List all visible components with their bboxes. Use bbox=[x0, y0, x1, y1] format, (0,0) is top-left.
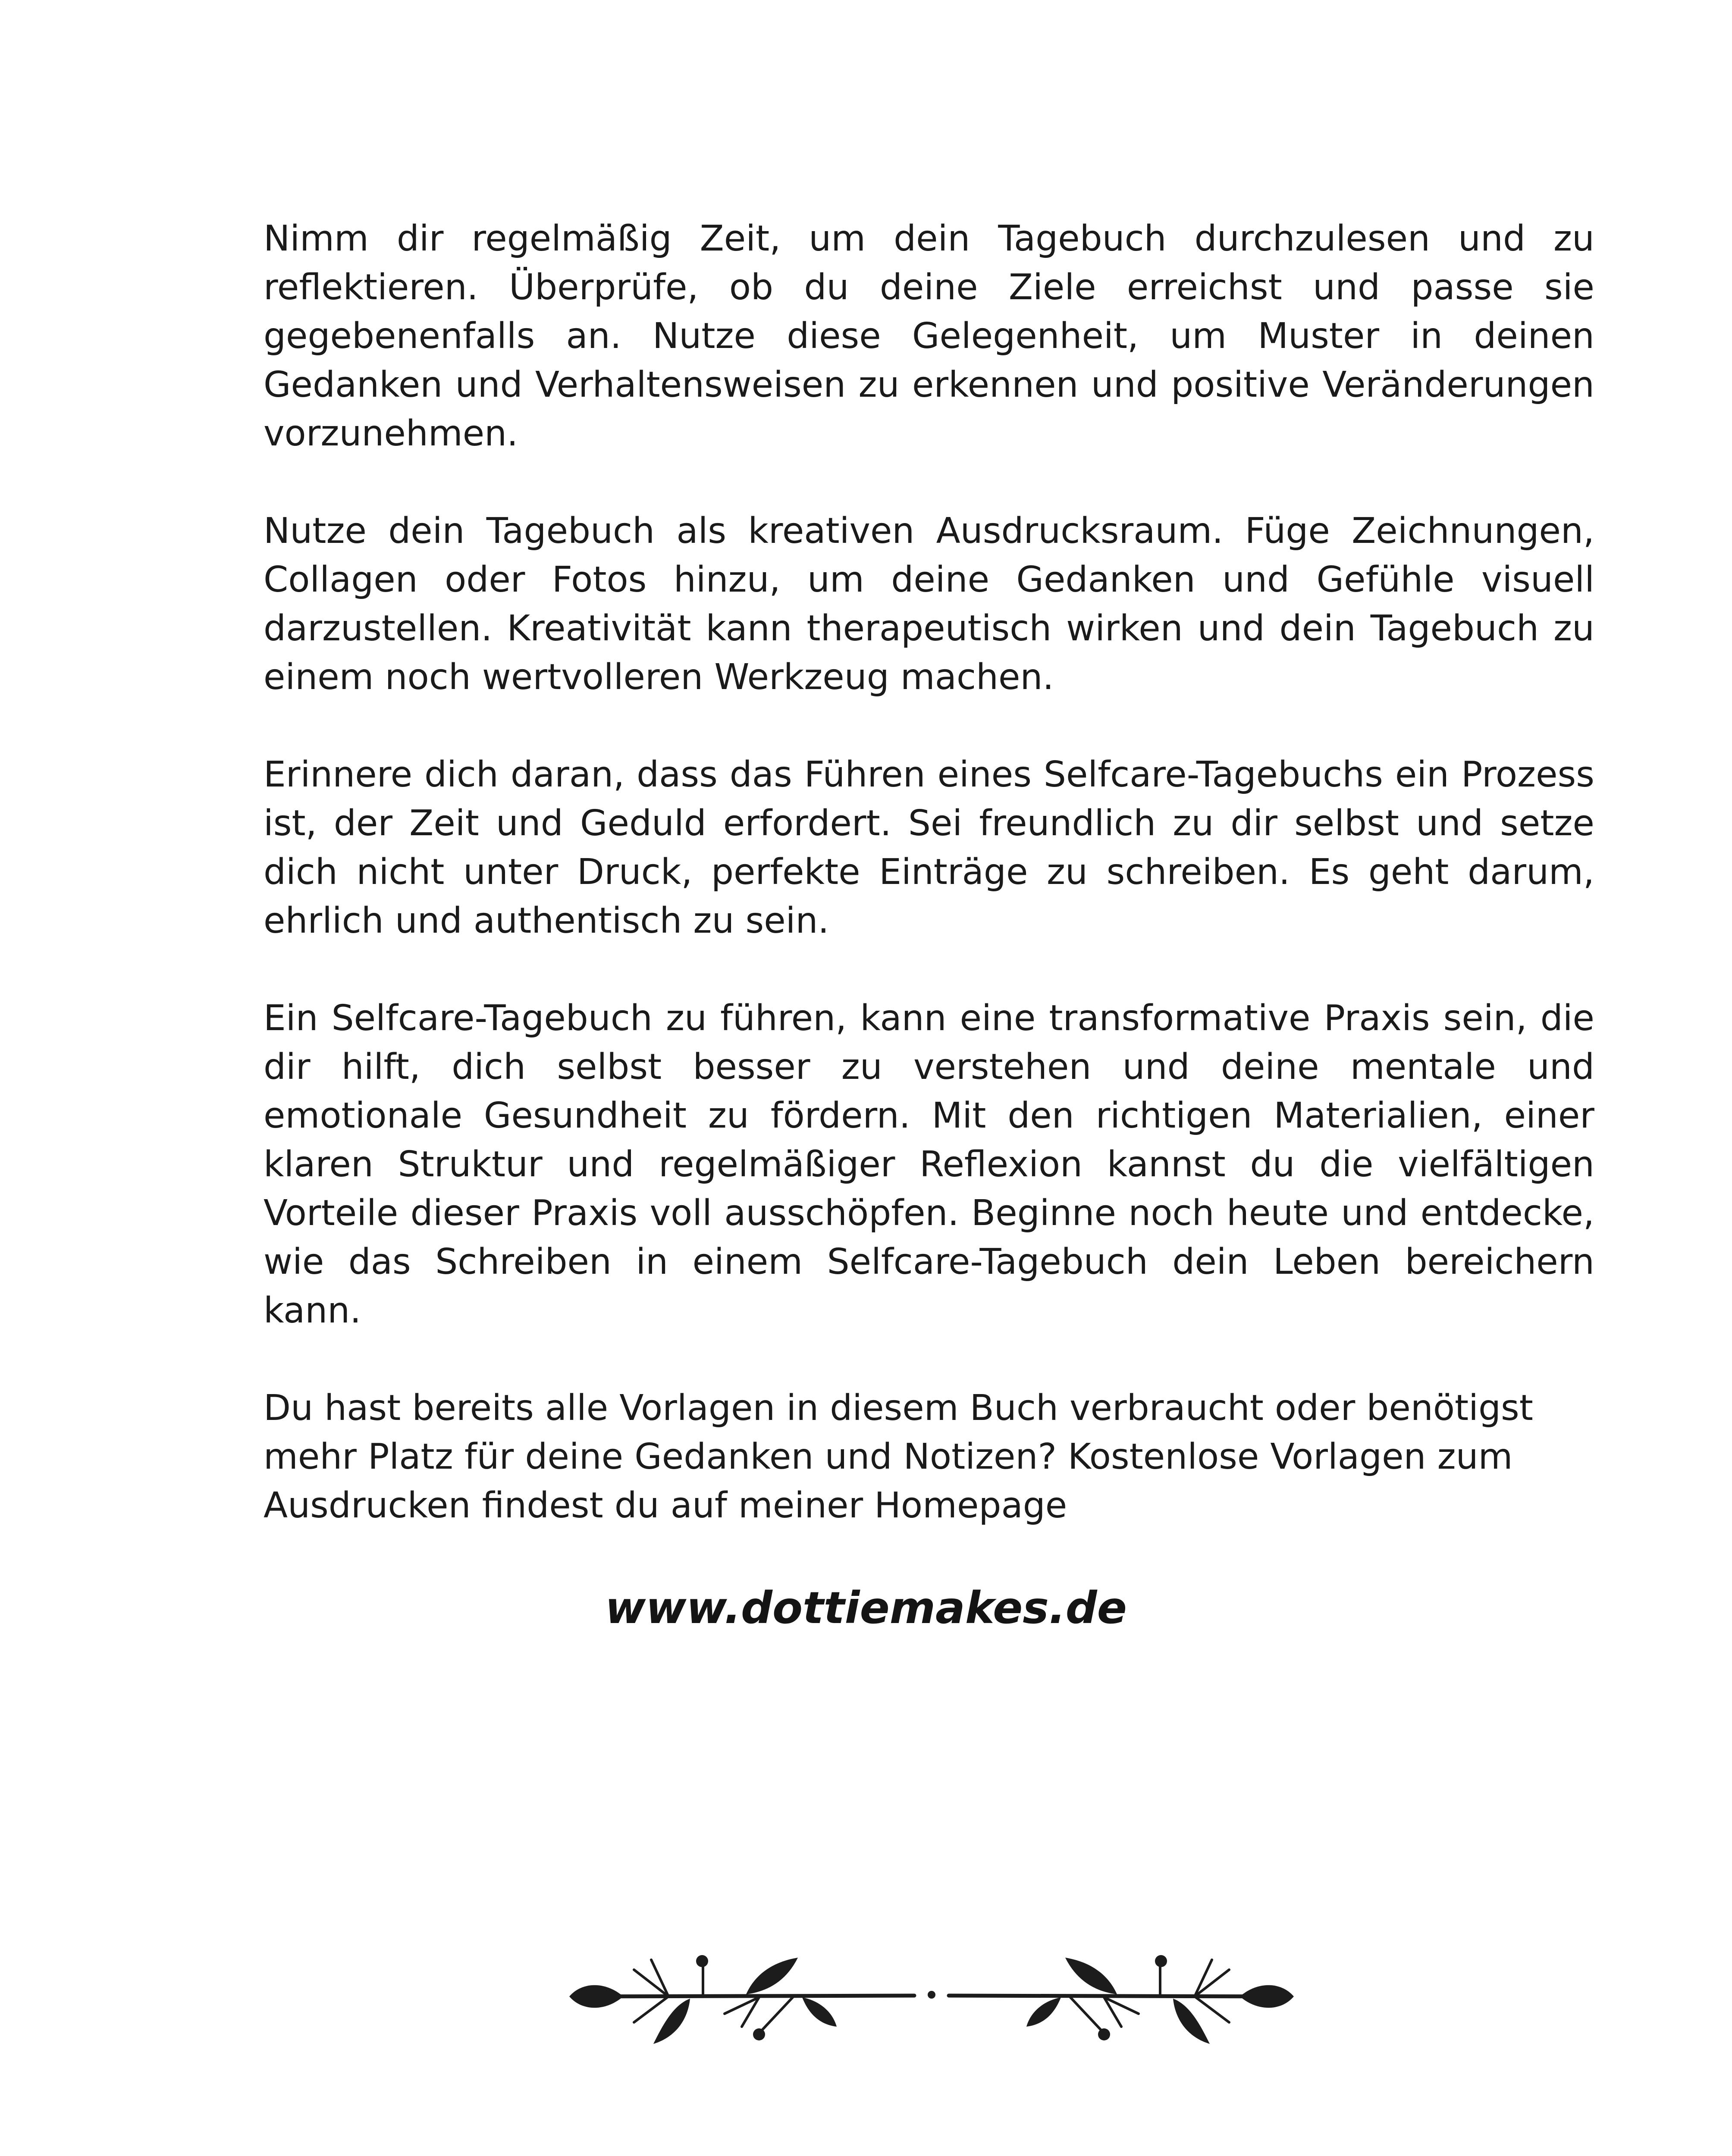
paragraph-patience: Erinnere dich daran, dass das Führen eines Selfcare-Tagebuchs ein Prozess ist, der Zeit und Geduld erfordert. Sei freundlich zu dir selbst und setze dich nicht unter Druck, perfekte Einträge zu schreiben. Es geht darum, ehrlich und authentisch zu sein. bbox=[264, 754, 1594, 941]
left-branch bbox=[569, 1955, 914, 2044]
paragraph-conclusion: Ein Selfcare-Tagebuch zu führen, kann eine transformative Praxis sein, die dir hilft, dich selbst besser zu verstehen und deine mentale und emotionale Gesundheit zu fördern. Mit den richtigen Materialien, einer klaren Struktur und regelmäßiger Reflexion kannst du die vielfältigen Vorteile dieser Praxis voll ausschöpfen. Beginne noch heute und entdecke, wie das Schreiben in einem Selfcare-Tagebuch dein Leben bereichern kann. bbox=[264, 998, 1594, 1331]
center-dot bbox=[928, 1991, 935, 1999]
body-text bbox=[264, 214, 1594, 1530]
paragraph-templates-hint: Du hast bereits alle Vorlagen in diesem Buch verbraucht oder benötigst mehr Platz für deine Gedanken und Notizen? Kostenlose Vorlagen zum Ausdrucken findest du auf meiner Homepage bbox=[264, 1388, 1533, 1526]
website-link[interactable]: www.dottiemakes.de bbox=[605, 1583, 1127, 1634]
paragraph-reflection: Nimm dir regelmäßig Zeit, um dein Tagebuch durchzulesen und zu reflektieren. Überprüfe, ob du deine Ziele erreichst und passe sie gegebenenfalls an. Nutze diese Gelegenheit, um Muster in deinen Gedanken und Verhaltensweisen zu erkennen und positive Veränderungen vorzunehmen. bbox=[264, 218, 1594, 454]
right-branch bbox=[949, 1955, 1294, 2044]
leaf-branch-divider-icon bbox=[569, 1940, 1294, 2053]
paragraph-creativity: Nutze dein Tagebuch als kreativen Ausdrucksraum. Füge Zeichnungen, Collagen oder Fotos hinzu, um deine Gedanken und Gefühle visuell darzustellen. Kreativität kann therapeutisch wirken und dein Tagebuch zu einem noch wertvolleren Werkzeug machen. bbox=[264, 511, 1594, 698]
